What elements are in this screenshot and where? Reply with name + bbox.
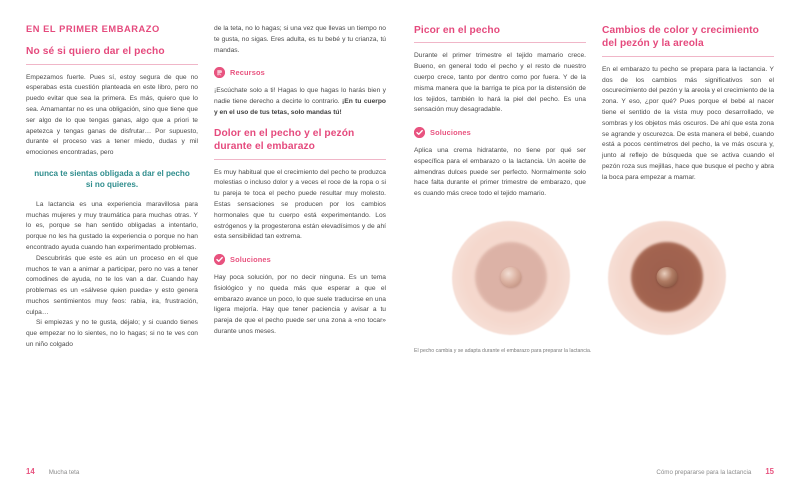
callout-soluciones-text: Aplica una crema hidratante, no tiene por qué ser específica para el embarazo o la lactancia. Un aceite de almendras dulces puede ser perfecto. Normalmente solo hace falta durante el primer trimestre de embarazo, que es cuando más crece todo el tejido mamario. [414,147,586,198]
heading-rule [26,64,198,65]
heading-no-se-si-quiero-dar-el-pecho: No sé si quiero dar el pecho [26,46,165,58]
nipple-light [501,267,522,287]
figure-images [414,214,764,344]
heading-dolor-en-el-pecho: Dolor en el pecho y el pezón durante el embarazo [214,127,355,153]
callout-recursos-text [214,86,386,118]
callout-soluciones-text: Hay poca solución, por no decir ninguna. Es un tema fisiológico y no queda más que esperar a que el embarazo avance un poco, lo que suele traducirse en una ligera mejoría. Hay que tener paciencia y avisar a tu pareja de que el pecho puede ser una zona a «no tocar» durante unos meses. [214,274,386,335]
heading-rule [214,159,386,160]
figure-breast-changes [414,214,764,355]
paragraph: Descubrirás que este es aún un proceso en el que muchos te van a animar a participar, pero no vas a tener comodines de ayuda, no te los van a dar. Cuando hay problemas es un «sálvese quien pueda» y esto genera muchos sentimientos muy feos: rabia, ira, frustración, culpa… [26,254,198,316]
column-2 [214,24,386,351]
paragraph: Es muy habitual que el crecimiento del pecho te produzca molestias o incluso dolor y a veces el roce de la ropa o si tu pareja te toca el pecho puede resultar muy molesto. Estas sensaciones se producen por los cambios hormonales que tu cuerpo está experimentando. Los estrógenos y la progesterona están elevadísimos y de ahí esta sensibilidad tan extrema. [214,168,386,241]
footer-right [656,467,774,476]
left-page-columns [26,24,386,351]
callout-label-soluciones: Soluciones [230,255,271,265]
page-number: 14 [26,467,35,476]
paragraph: Durante el primer trimestre el tejido mamario crece. Bueno, en general todo el pecho y el resto de nuestro cuerpo crece, tanto por dentro como por fuera. Y de la misma manera que la barriga te pica por la distensión de los tejidos, también lo hará la piel del pecho. Es una sensación muy desagradable. [414,52,586,114]
callout-label-recursos: Recursos [230,68,265,78]
heading-rule [602,56,774,57]
column-4 [602,24,774,200]
running-head: Cómo prepararse para la lactancia [656,469,752,476]
callout-recursos-text-plain: ¡Escúchate solo a ti! Hagas lo que hagas lo harás bien y nadie tiene derecho a decirte lo contrario. [214,87,386,106]
column-1 [26,24,198,351]
heading-cambios-de-color: Cambios de color y crecimiento del pezón y la areola [602,25,759,50]
solutions-check-icon [214,254,225,265]
nipple-dark [657,267,678,287]
heading-rule [414,42,586,43]
heading-picor-en-el-pecho: Picor en el pecho [414,25,501,36]
eyebrow-en-el-primer-embarazo: EN EL PRIMER EMBARAZO [26,24,160,34]
callout-soluciones [414,127,586,138]
callout-soluciones [214,254,386,265]
right-page-columns [414,24,774,200]
column-3 [414,24,586,200]
paragraph: En el embarazo tu pecho se prepara para la lactancia. Y dos de los cambios más significativos son el oscurecimiento del pezón y la areola y el crecimiento de la zona. Y eso, ¿por qué? Pues porque el bebé al nacer tiene el sentido de la vista muy poco desarrollado, ve sombras y los objetos más oscuros. De ahí que esta zona se agrande y oscurezca. De esta manera el bebé, cuando está a pocos centímetros del pecho, la ve más oscura y, junto al reflejo de búsqueda que se activa cuando el pezón roza sus mejillas, hace que busque el pecho y abra la boca para empezar a mamar. [602,65,775,181]
resources-icon [214,67,225,78]
running-head: Mucha teta [48,469,80,476]
breast-light-areola-photo [451,218,571,338]
footer-left [26,467,79,476]
pullquote-nunca-te-sientas-obligada: nunca te sientas obligada a dar el pecho si no quieres. [34,168,190,190]
right-page [400,0,800,494]
page-number: 15 [765,467,774,476]
solutions-check-icon [414,127,425,138]
paragraph-continuation: de la teta, no lo hagas; si una vez que llevas un tiempo no te gusta, no sigas. Eres adulta, es tu bebé y tu crianza, tú mandas. [214,25,386,54]
callout-label-soluciones: Soluciones [430,128,471,138]
paragraph: La lactancia es una experiencia maravillosa para muchas mujeres y muy traumática para muchas otras. Y lo es, porque se han sentido obligadas a intentarlo, porque no les ha gustado la experiencia o porque no han encontrado ayuda cuando han experimentado problemas. [26,200,198,251]
paragraph: Empezamos fuerte. Pues sí, estoy segura de que no esperabas esta cuestión planteada en este libro, pero no puedo evitar que sea la primera. Es más, quiero que lo sea. Amamantar no es una obligación, sino que tiene que ser algo de lo que tengas ganas, algo que a priori te apetezca y tengas ganas de disfrutar… Por supuesto, durante el proceso vas a tener miedo, dudas y mil emociones encontradas, pero [26,73,198,157]
breast-dark-areola-photo [607,218,727,338]
callout-recursos-text-bold: ¡En tu cuerpo y en el uso de tus tetas, solo mandas tú! [214,98,386,116]
spacer [214,119,386,127]
callout-recursos [214,67,386,78]
paragraph: Si empiezas y no te gusta, déjalo; y si cuando tienes que empezar no lo sientes, no lo hagas; si no te ves con un niño colgado [26,319,198,348]
figure-caption: El pecho cambia y se adapta durante el embarazo para preparar la lactancia. [414,348,592,355]
